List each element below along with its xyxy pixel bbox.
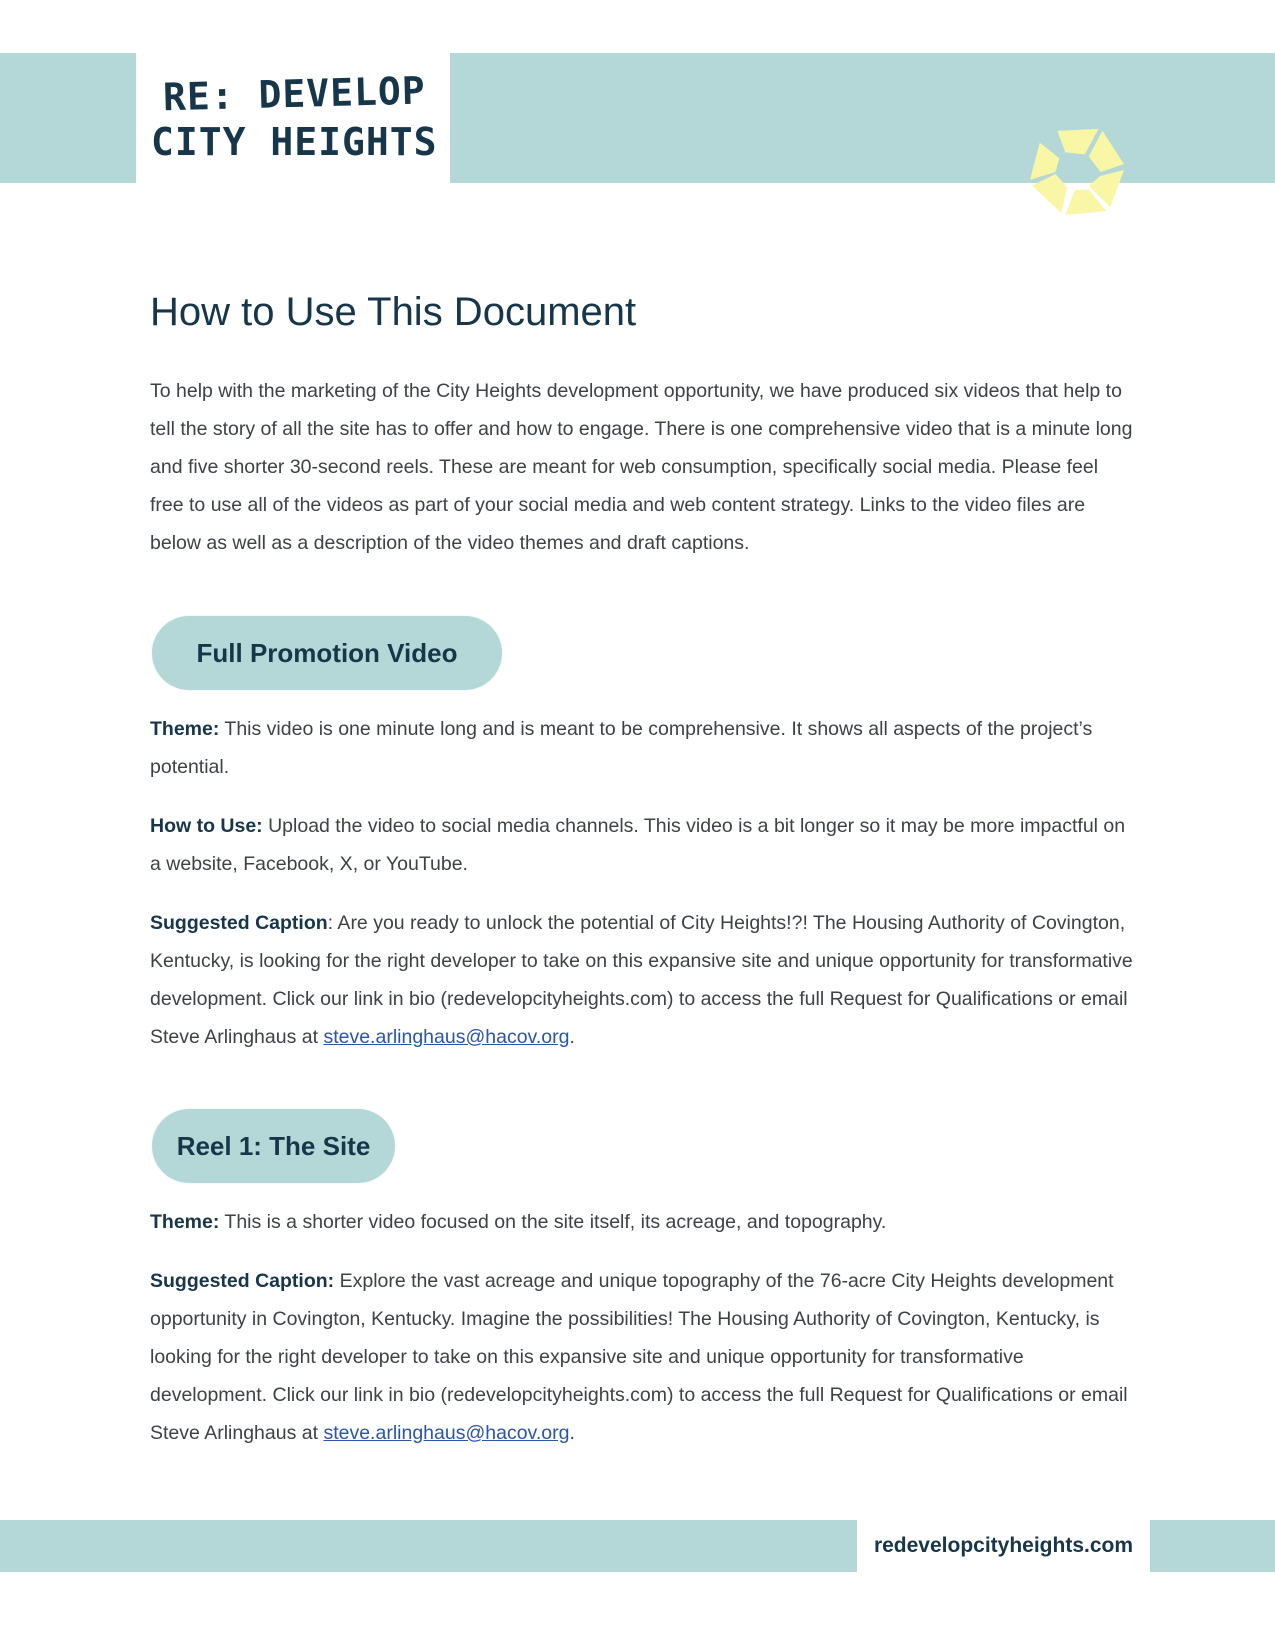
footer-url: redevelopcityheights.com	[873, 1534, 1134, 1557]
theme-label: Theme:	[150, 718, 220, 740]
theme-text: This video is one minute long and is meant to be comprehensive. It shows all aspects of the project’s potential.	[150, 718, 1093, 778]
intro-paragraph: To help with the marketing of the City Heights development opportunity, we have produced six videos that help to tell the story of all the site has to offer and how to engage. There is one comprehensive video that is a minute long and five shorter 30-second reels. These are meant for web consumption, specifically social media. Please feel free to use all of the videos as part of your social media and web content strategy. Links to the video files are below as well as a description of the video themes and draft captions.	[150, 380, 1133, 554]
reel-1-theme	[150, 1203, 1135, 1241]
theme-label: Theme:	[150, 1211, 220, 1233]
logo-line-1: RE: DEVELOP	[162, 68, 427, 120]
full-video-caption	[150, 904, 1135, 1056]
full-video-how-to-use	[150, 807, 1135, 883]
camera-shutter-icon	[1028, 125, 1126, 217]
reel-1-caption	[150, 1262, 1135, 1452]
how-to-use-label: How to Use:	[150, 815, 263, 837]
email-link[interactable]: steve.arlinghaus@hacov.org	[323, 1026, 570, 1048]
caption-label: Suggested Caption	[150, 912, 328, 934]
full-promotion-video-heading: Full Promotion Video	[152, 616, 502, 690]
email-link[interactable]: steve.arlinghaus@hacov.org	[323, 1422, 570, 1444]
reel-1-heading: Reel 1: The Site	[152, 1109, 395, 1183]
how-to-use-text: Upload the video to social media channels. This video is a bit longer so it may be more impactful on a website, Facebook, X, or YouTube.	[150, 815, 1126, 875]
caption-end: .	[569, 1422, 575, 1444]
caption-end: .	[569, 1026, 575, 1048]
footer-url-box	[857, 1515, 1150, 1577]
caption-text: Explore the vast acreage and unique topography of the 76-acre City Heights development opportunity in Covington, Kentucky. Imagine the possibilities! The Housing Authority of Covington, Kentucky, is looking for the right developer to take on this expansive site and unique opportunity for transformative development. Click our link in bio (redevelopcityheights.com) to access the full Request for Qualifications or email Steve Arlinghaus at	[150, 1270, 1128, 1444]
page-title: How to Use This Document	[150, 290, 637, 334]
caption-text: : Are you ready to unlock the potential of City Heights!?! The Housing Authority of Covington, Kentucky, is looking for the right developer to take on this expansive site and unique opportunity for transformative development. Click our link in bio (redevelopcityheights.com) to access the full Request for Qualifications or email Steve Arlinghaus at	[150, 912, 1133, 1048]
theme-text: This is a shorter video focused on the site itself, its acreage, and topography.	[219, 1211, 887, 1233]
full-video-theme	[150, 710, 1135, 786]
caption-label: Suggested Caption:	[150, 1270, 335, 1292]
logo-line-2: CITY HEIGHTS	[151, 120, 438, 164]
